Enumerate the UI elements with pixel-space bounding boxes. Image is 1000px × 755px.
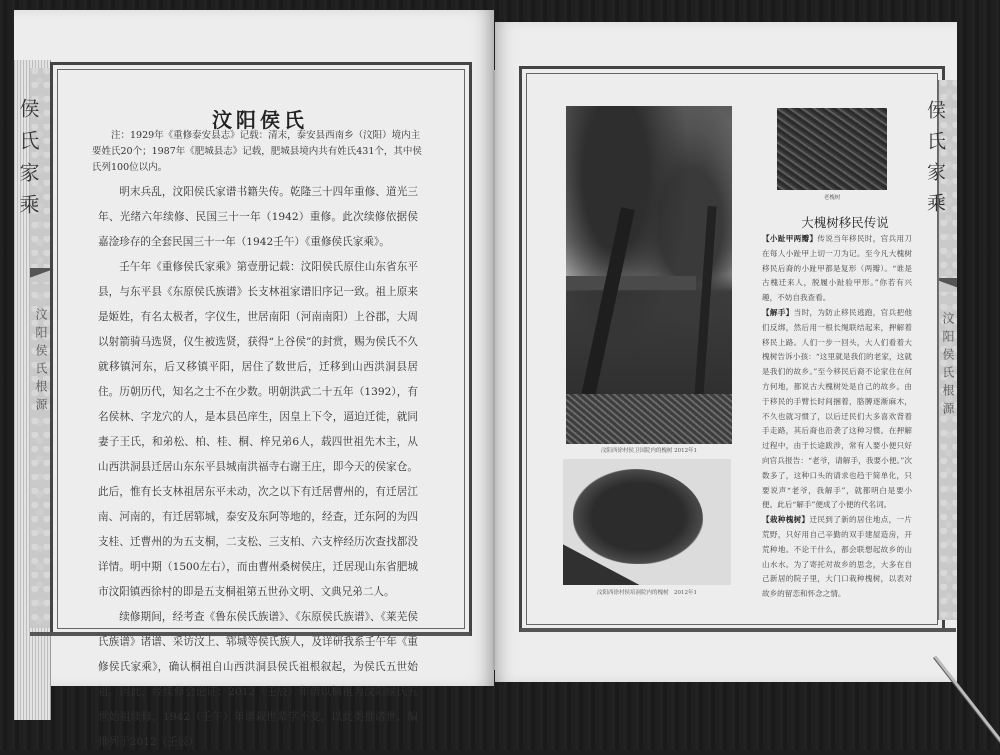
page-title: 汶阳侯氏 — [212, 108, 308, 132]
section-title: 大槐树移民传说 — [801, 215, 889, 230]
right-bottom-rule — [520, 628, 956, 632]
right-body — [762, 232, 912, 602]
legend-entry: 【栽种槐树】迁民到了新的居住地点，一片荒野，只好用自己辛勤的双手建屋造房，开荒种地。不论干什么，都会联想起故乡的山山水水。为了寄托对故乡的思念，大多在自己新居的院子里，大门口栽种槐树，以表对故乡的留恋和怀念之情。 — [762, 515, 912, 599]
photo-caption: 老槐树 — [823, 195, 841, 201]
strip-divider — [939, 278, 957, 292]
paragraph: 明末兵乱，汶阳侯氏家谱书籍失传。乾隆三十四年重修、道光三年、光绪六年续修、民国三十一年（1942）重修。此次续修依据侯嘉淦珍存的全套民国三十一年（1942壬午）《重修侯氏家乘》。 — [98, 186, 418, 248]
photo-caption: 汶阳西徐村侯培洞院内的槐树 2012年1 — [597, 590, 697, 596]
paragraph: 续修期间，经考查《鲁东侯氏族谱》、《东原侯氏族谱》、《莱芜侯氏族谱》诸谱、采访汶上、郓城等侯氏族人，及详研我系壬午年《重修侯氏家乘》，确认桐祖自山西洪洞县侯氏祖根叙起，为侯氏五世始祖。因此，经续修会论证：2012（壬辰）年谱以桐祖为汶阳侯氏五世始祖续修，1942（壬午）年谱栽世辈字不变，以此类推诸世，编排列于2012（壬辰） — [98, 611, 418, 748]
photo-old-locust-tree — [777, 108, 887, 190]
photo-locust-tree-courtyard — [563, 459, 731, 585]
side-strip-subtitle: 汶阳侯氏根源 — [941, 312, 955, 420]
paragraph: 壬午年《重修侯氏家乘》第壹册记载：汶阳侯氏原住山东省东平县，与东平县《东原侯氏族谱》长支林祖家谱旧序记一致。祖上原来是姬姓，有名太极者，字仪生，世居南阳（河南南阳）上谷郡，大周以射箭骑马选贤，仪生被选贤，获得“上谷侯”的封赏，赐为侯氏不久就移镇河东，后又移镇平阳，居住了数世后，迁移到山西洪洞县居住。历朝历代，知名之士不在少数。明朝洪武二十五年（1392），有名侯林、字龙穴的人，是本县邑庠生，因皇上下令，逼迫迁徙，就同妻子王氏，和弟松、柏、桂、桐、梓兄弟6人，载四世祖先木主，从山西洪洞县迁居山东东平县城南洪福寺右谢王庄，即今天的侯家仓。此后，惟有长支林祖居东平未动，次之以下有迁居曹州的，有迁居江南、河南的，有迁居郓城，泰安及东阿等地的，经查，迁东阿的为四支桂、迁曹州的为五支桐，二支松、三支柏、六支梓经历次查找都没详情。明中期（1500左右），而由曹州桑树侯庄，迁居现山东省肥城市汶阳镇西徐村的即是五支桐祖第五世孙文明、文典兄弟二人。 — [98, 261, 418, 598]
legend-entry: 【解手】当时，为防止移民逃跑，官兵把他们反绑，然后用一根长绳联结起来，押解着移民上路。人们一步一回头，大人们看着大槐树告诉小孩：“这里就是我们的老家，这就是我们的故乡。”至今移民后裔不论家住在何方何地，都说古大槐树处是自己的故乡。由于移民的手臂长时间捆着，胳膊逐渐麻木，不久也就习惯了，以后迁民们大多喜欢背着手走路，其后裔也沿袭了这种习惯。在押解过程中，由于长途跋涉，常有人要小便只好向官兵报告：“老爷，请解手，我要小便。”次数多了，这种口头的请求也趋于简单化，只要说声“老爷，我解手”，就都明白是要小便。此后“解手”便成了小便的代名词。 — [762, 307, 913, 510]
side-strip-subtitle: 汶阳侯氏根源 — [34, 308, 48, 416]
note-text: 注：1929年《重修泰安县志》记载：清末，泰安县西南乡（汶阳）境内主要姓氏20个；1987年《肥城县志》记载，肥城县境内共有姓氏431个，其中侯氏列100位以内。 — [92, 130, 422, 173]
book-gutter — [493, 70, 495, 670]
side-strip-title — [30, 98, 50, 226]
left-side-strip — [30, 68, 51, 628]
left-body — [98, 180, 418, 755]
side-strip-title — [939, 100, 957, 224]
strip-divider — [30, 268, 50, 282]
photo-locust-trees-house — [566, 106, 732, 444]
right-side-strip — [938, 80, 957, 620]
photo-caption: 汶阳西徐村侯卫国院内的槐树 2012年1 — [600, 448, 698, 454]
legend-entry: 【小趾甲两瓣】传说当年移民时，官兵用刀在每人小趾甲上切一刀为记。至今凡大槐树移民后裔的小趾甲都是复形（两瓣）。“谁是古槐迁来人，脱履小趾验甲形。”你若有兴趣，不妨自我查看。 — [762, 234, 913, 303]
